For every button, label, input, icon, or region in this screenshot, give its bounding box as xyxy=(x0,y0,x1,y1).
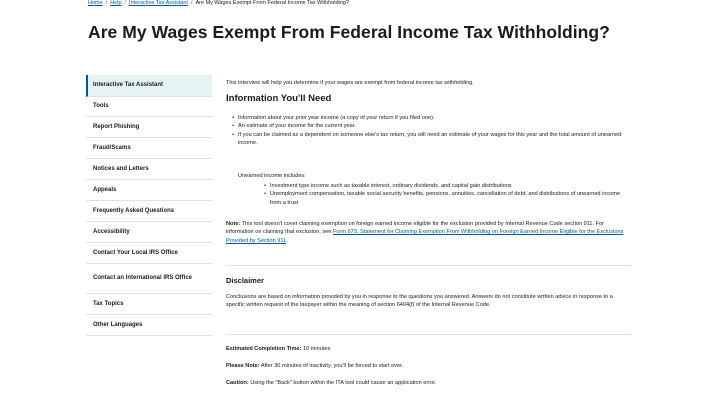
disclaimer-text: Conclusions are based on information provided by you in response to the questions you answered. Answers do not constitute written advice in response to a specific written request of the taxpayer within the meaning of section 6404(f) of the Internal Revenue Code. xyxy=(226,294,613,309)
list-item: • Unemployment compensation, taxable social security benefits, pensions, annuities, cancellation of debt, and distributions of unearned income from a trust xyxy=(264,190,630,207)
breadcrumb-separator: / xyxy=(124,0,127,6)
sidebar-item-interactive-tax-assistant[interactable]: Interactive Tax Assistant xyxy=(86,75,212,97)
completion-time-label: Estimated Completion Time: xyxy=(226,346,302,352)
sidebar-item-report-phishing[interactable]: Report Phishing xyxy=(86,117,212,138)
divider xyxy=(226,265,631,266)
sidebar-item-other-languages[interactable]: Other Languages xyxy=(86,315,212,336)
breadcrumb xyxy=(88,0,349,6)
note-text: This tool doesn't cover claiming exemption on foreign earned income eligible for the exclusion provided by Internal Revenue Code section 911. For information on claiming that exclusion, see xyxy=(226,221,605,236)
caution xyxy=(226,379,436,387)
please-note-label: Please Note: xyxy=(226,363,260,369)
unearned-income-list xyxy=(264,182,630,207)
sidebar-item-tools[interactable]: Tools xyxy=(86,97,212,117)
sidebar-item-notices-and-letters[interactable]: Notices and Letters xyxy=(86,159,212,180)
info-heading: Information You'll Need xyxy=(226,93,332,104)
breadcrumb-ita-link[interactable]: Interactive Tax Assistant xyxy=(129,0,188,6)
sidebar-item-tax-topics[interactable]: Tax Topics xyxy=(86,294,212,315)
please-note-value: After 30 minutes of inactivity, you'll be forced to start over. xyxy=(260,363,404,369)
disclaimer-heading: Disclaimer xyxy=(226,276,264,285)
breadcrumb-current: Are My Wages Exempt From Federal Income Tax Withholding? xyxy=(195,0,349,6)
note-paragraph xyxy=(226,220,631,245)
completion-time xyxy=(226,345,330,353)
sidebar-item-appeals[interactable]: Appeals xyxy=(86,180,212,201)
caution-label: Caution: xyxy=(226,380,249,386)
unearned-income-label: Unearned income includes: xyxy=(238,173,306,179)
note-label: Note: xyxy=(226,221,241,227)
sidebar-item-contact-international-office[interactable]: Contact an International IRS Office xyxy=(86,264,212,294)
breadcrumb-separator: / xyxy=(105,0,108,6)
breadcrumb-help-link[interactable]: Help xyxy=(110,0,122,6)
sidebar-nav xyxy=(86,75,212,336)
sidebar-item-faq[interactable]: Frequently Asked Questions xyxy=(86,201,212,222)
caution-value: Using the "Back" button within the ITA tool could cause an application error. xyxy=(250,380,437,386)
page-title: Are My Wages Exempt From Federal Income Tax Withholding? xyxy=(88,22,610,42)
completion-time-value: 10 minutes xyxy=(303,346,331,352)
intro-text: This interview will help you determine if your wages are exempt from federal income tax withholding. xyxy=(226,80,474,86)
list-item: • An estimate of your income for the current year. xyxy=(232,122,630,130)
form-673-link[interactable]: Form 673, Statement for Claiming Exemption From Withholding on Foreign Earned Income Eligible for the Exclusions Provided by Section 911 xyxy=(226,229,624,244)
info-list xyxy=(232,114,630,148)
sidebar-item-accessibility[interactable]: Accessibility xyxy=(86,222,212,243)
breadcrumb-separator: / xyxy=(190,0,193,6)
list-item: • Investment type income such as taxable interest, ordinary dividends, and capital gain distributions xyxy=(264,182,630,190)
list-item: • Information about your prior year income (a copy of your return if you filed one). xyxy=(232,114,630,122)
divider xyxy=(226,334,631,335)
sidebar-item-fraud-scams[interactable]: Fraud/Scams xyxy=(86,138,212,159)
please-note xyxy=(226,362,403,370)
breadcrumb-home-link[interactable]: Home xyxy=(88,0,103,6)
sidebar-item-contact-local-office[interactable]: Contact Your Local IRS Office xyxy=(86,243,212,264)
note-end: . xyxy=(286,237,288,244)
list-item: • If you can be claimed as a dependent on someone else's tax return, you will need an estimate of your wages for this year and the total amount of unearned income. xyxy=(232,131,630,148)
